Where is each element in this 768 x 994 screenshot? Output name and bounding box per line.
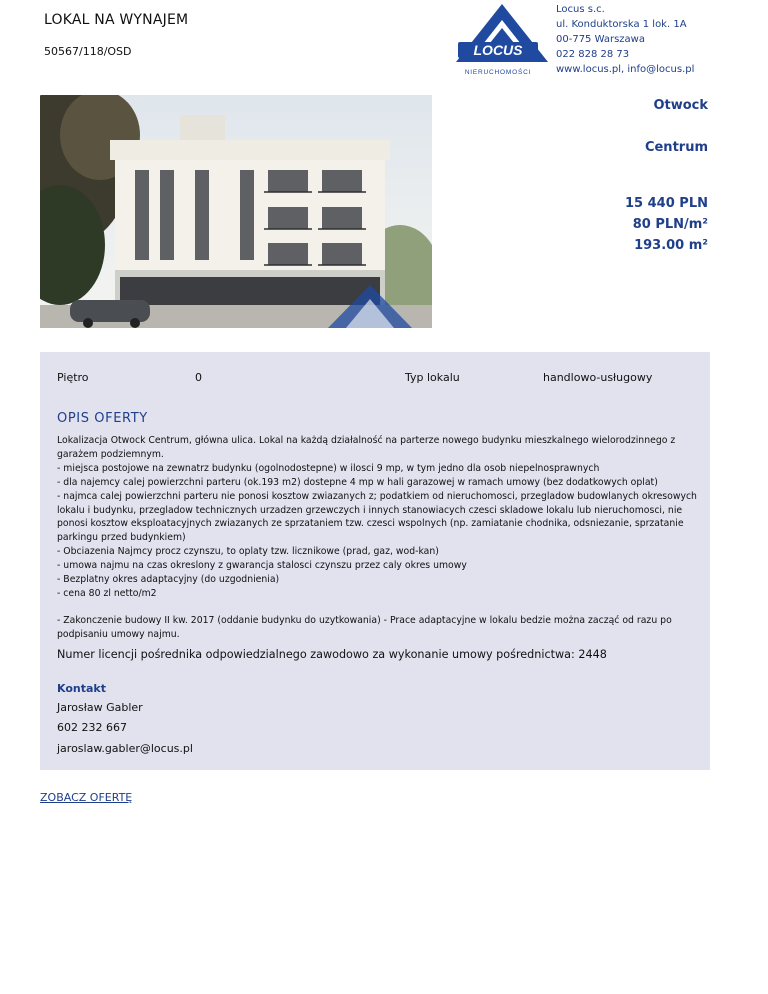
logo-subtext: NIERUCHOMOŚCI xyxy=(464,69,532,76)
price-block xyxy=(625,193,708,256)
agency-city: 00-775 Warszawa xyxy=(556,34,645,45)
view-offer-link[interactable]: ZOBACZ OFERTĘ xyxy=(40,791,133,804)
logo-text: LOCUS xyxy=(473,42,523,58)
type-value: handlowo-usługowy xyxy=(543,371,653,384)
description-line: - Obciazenia Najmcy procz czynszu, to oplaty tzw. licznikowe (prad, gaz, wod-kan) xyxy=(57,546,439,558)
district: Centrum xyxy=(644,140,708,155)
description-title: OPIS OFERTY xyxy=(57,411,148,426)
contact-name: Jarosław Gabler xyxy=(57,701,143,714)
agency-street: ul. Konduktorska 1 lok. 1A xyxy=(556,19,687,30)
description-line: - najmca calej powierzchni parteru nie ponosi kosztow zwiazanych z; podatkiem od nieruchomosci, przegladow budowlanych okresowych lokalu i budynku, przegladow technicznych urzadzen grzewczych i innych stanowiacych czesci skladowe lokalu lub nieruchomosci, nie ponosi kosztow eksploatacyjnych zwiazanych ze sprzataniem tzw. czesci wspolnych (np. zamiatanie chodnika, odsniezanie, sprzatanie parkingu przed budynkiem) xyxy=(57,490,697,544)
floor-label: Piętro xyxy=(57,371,89,384)
area: 193.00 m² xyxy=(634,238,708,253)
offer-reference: 50567/118/OSD xyxy=(44,45,132,58)
locus-logo xyxy=(444,0,550,80)
description-line: - dla najemcy calej powierzchni parteru (ok.193 m2) dostepne 4 mp w hali garazowej w ramach umowy (bez dodatkowych oplat) xyxy=(57,476,658,488)
contact-heading: Kontakt xyxy=(57,682,106,695)
floor-value: 0 xyxy=(195,371,202,384)
city: Otwock xyxy=(653,98,708,113)
type-label: Typ lokalu xyxy=(405,371,460,384)
agency-web: www.locus.pl, info@locus.pl xyxy=(556,64,695,75)
description-line: - miejsca postojowe na zewnatrz budynku (ogolnodostepne) w ilosci 9 mp, w tym jedno dla osob niepelnosprawnych xyxy=(57,462,600,474)
property-photo xyxy=(40,95,432,328)
description-text xyxy=(57,434,697,642)
description-line: - cena 80 zl netto/m2 xyxy=(57,587,157,599)
description-closing: - Zakonczenie budowy II kw. 2017 (oddanie budynku do uzytkowania) - Prace adaptacyjne w lokalu bedzie można zacząć od razu po podpisaniu umowy najmu. xyxy=(57,614,672,640)
total-price: 15 440 PLN xyxy=(625,196,708,211)
contact-phone[interactable]: 602 232 667 xyxy=(57,721,127,734)
agency-phone: 022 828 28 73 xyxy=(556,49,630,60)
description-line: - Bezplatny okres adaptacyjny (do uzgodnienia) xyxy=(57,574,280,586)
description-line: Lokalizacja Otwock Centrum, główna ulica. Lokal na każdą działalność na parterze nowego budynku mieszkalnego wielorodzinnego z garażem podziemnym. xyxy=(57,435,676,460)
agency-address xyxy=(556,2,694,77)
details-panel xyxy=(40,352,710,770)
agency-name: Locus s.c. xyxy=(556,4,605,15)
price-per-m2: 80 PLN/m² xyxy=(632,217,708,232)
licence-number: Numer licencji pośrednika odpowiedzialnego zawodowo za wykonanie umowy pośrednictwa: 2448 xyxy=(57,648,607,661)
contact-email[interactable]: jaroslaw.gabler@locus.pl xyxy=(57,742,193,755)
description-line: - umowa najmu na czas okreslony z gwarancja stalosci czynszu przez caly okres umowy xyxy=(57,560,467,572)
document-title: LOKAL NA WYNAJEM xyxy=(44,12,189,28)
